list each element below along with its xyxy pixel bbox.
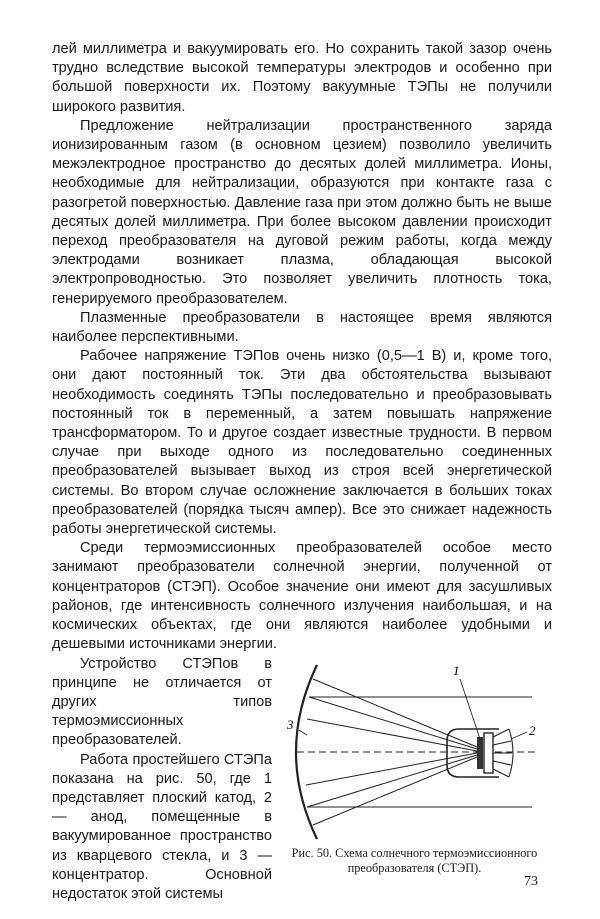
paragraph: Среди термоэмиссионных преобразователей особое место занимают преобразователи солнечной энергии, полученной от концентраторов (СТЭП). Особое значение они имеют для засушливых районов, где интенсивность солнечного излучения наибольшая, и на космических объектах, где они являются наиболее удобными и дешевыми источниками энергии. [52,540,552,653]
page-number: 73 [524,874,538,889]
label-1: 1 [453,662,460,678]
figure-50 [277,657,552,876]
figure-caption: Рис. 50. Схема солнечного термоэмиссионного преобразователя (СТЭП). [291,845,538,875]
label-2: 2 [529,722,536,738]
paragraph: Рабочее напряжение ТЭПов очень низко (0,5—1 В) и, кроме того, они дают постоянный ток. Эти два обстоятельства вызывают необходимость соединять ТЭПы последовательно и преобразовывать постоянный ток в переменный, а затем повышать напряжение трансформатором. То и другое создает известные трудности. В первом случае при выходе одного из последовательно соединенных преобразователей вызывает выход из строя всей энергетической системы. Во втором случае осложнение заключается в больших токах преобразователей (порядка тысяч ампер). Все это снижает надежность работы энергетической системы. [52,348,552,538]
label-3: 3 [287,716,294,732]
paragraph: Устройство СТЭПов в принципе не отличается от других типов термоэмиссионных преобразователей. [52,655,272,749]
cathode [477,737,483,769]
paragraph: Работа простейшего СТЭПа показана на рис. 50, где 1 представляет плоский катод, 2 — анод, помещенные в вакуумированное пространство из кварцевого стекла, и 3 — концентратор. Основной недостаток этой системы [52,751,272,902]
paragraph: Плазменные преобразователи в настоящее время являются наиболее перспективными. [52,309,552,346]
step-diagram [277,657,552,842]
paragraph: лей миллиметра и вакуумировать его. Но сохранить такой зазор очень трудно вследствие высокой температуры электродов и особенно при большой поверхности их. Поэтому вакуумные ТЭПы не получили широкого развития. [52,41,552,115]
anode-radiator [493,729,513,777]
text-beside-figure [52,655,272,905]
page-body [52,40,552,904]
anode [484,733,493,773]
paragraph: Предложение нейтрализации пространственного заряда ионизированным газом (в основном цезием) позволило увеличить межэлектродное пространство до десятых долей миллиметра. Ионы, необходимые для нейтрализации, образуются при контакте газа с разогретой поверхностью. Давление газа при этом должно быть не выше десятых долей миллиметра. При более высоком давлении происходит переход преобразователя на дуговой режим работы, когда между электродами возникает плазма, обладающая высокой электропроводностью. Это позволяет увеличить плотность тока, генерируемого преобразователем. [52,117,552,307]
